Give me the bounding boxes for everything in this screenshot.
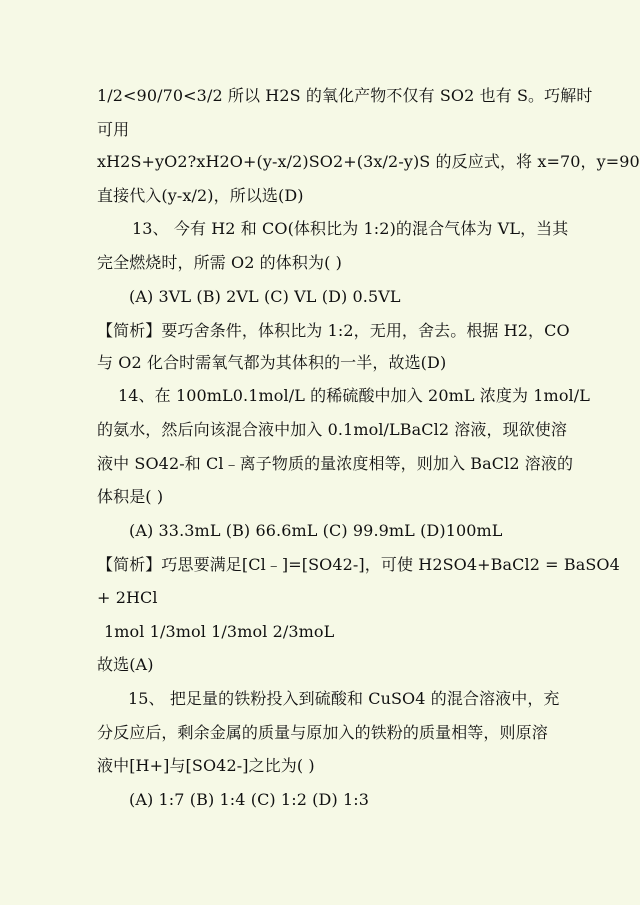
text-line: 【简析】要巧舍条件，体积比为 1:2，无用，舍去。根据 H2，CO [97, 321, 570, 340]
text-line: 14、在 100mL0.1mol/L 的稀硫酸中加入 20mL 浓度为 1mol/L [118, 386, 590, 405]
text-line: 液中[H+]与[SO42-]之比为( ) [97, 756, 315, 775]
text-line: 直接代入(y-x/2)，所以选(D) [97, 186, 304, 205]
text-line: (A) 1:7 (B) 1:4 (C) 1:2 (D) 1:3 [129, 790, 370, 809]
text-line: 完全燃烧时，所需 O2 的体积为( ) [97, 253, 342, 272]
text-line: 故选(A) [97, 655, 154, 674]
text-line: (A) 3VL (B) 2VL (C) VL (D) 0.5VL [129, 287, 401, 306]
text-line: 的氨水，然后向该混合液中加入 0.1mol/LBaCl2 溶液，现欲使溶 [97, 420, 567, 439]
text-line: 与 O2 化合时需氧气都为其体积的一半，故选(D) [97, 353, 447, 372]
text-line: 可用 [97, 120, 130, 139]
text-line: (A) 33.3mL (B) 66.6mL (C) 99.9mL (D)100mL [129, 521, 503, 540]
text-line: + 2HCl [97, 588, 158, 607]
text-line: 1mol 1/3mol 1/3mol 2/3moL [104, 622, 335, 641]
text-line: xH2S+yO2?xH2O+(y-x/2)SO2+(3x/2-y)S 的反应式，将 x=70，y=90 [97, 152, 640, 171]
text-line: 液中 SO42-和 Cl﹣离子物质的量浓度相等，则加入 BaCl2 溶液的 [97, 454, 574, 473]
text-line: 13、 今有 H2 和 CO(体积比为 1:2)的混合气体为 VL，当其 [132, 219, 569, 238]
text-line: 【简析】巧思要满足[Cl﹣]=[SO42-]，可使 H2SO4+BaCl2 = BaSO4 [97, 555, 620, 574]
text-line: 体积是( ) [97, 487, 164, 506]
text-line: 分反应后，剩余金属的质量与原加入的铁粉的质量相等，则原溶 [97, 723, 548, 742]
text-line: 1/2<90/70<3/2 所以 H2S 的氧化产物不仅有 SO2 也有 S。巧解时 [97, 86, 593, 105]
text-line: 15、 把足量的铁粉投入到硫酸和 CuSO4 的混合溶液中，充 [128, 689, 560, 708]
